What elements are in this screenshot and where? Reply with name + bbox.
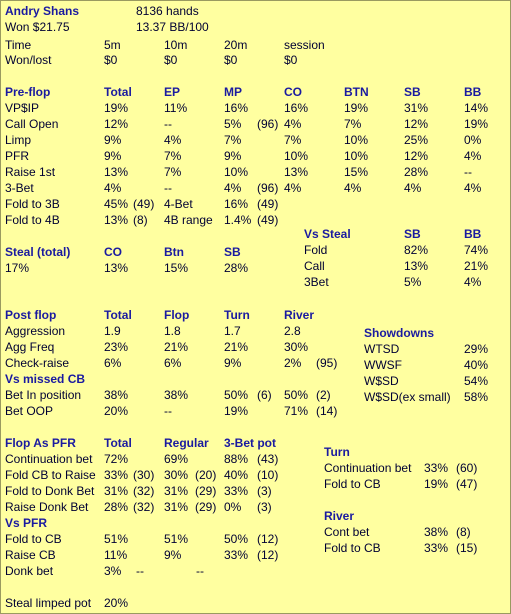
river-sample: (8) [456,525,471,539]
preflop-label: Call Open [5,117,59,131]
preflop-col-total: Total [104,85,132,99]
vs-missed-cb-flop: 38% [164,388,189,402]
vs-steal-label: Call [304,259,325,273]
preflop-btn: 7% [344,117,362,131]
preflop-sb: 12% [404,117,429,131]
flop-as-pfr-regular-sample: (29) [195,500,217,514]
postflop-flop: 1.8 [164,324,181,338]
showdown-value: 58% [464,390,489,404]
vs-steal-col-sb: SB [404,227,421,241]
vs-pfr-regular: 9% [164,548,182,562]
preflop-sb: 28% [404,165,429,179]
hands-count: 8136 hands [136,4,199,18]
won-amount: Won $21.75 [5,20,70,34]
postflop-label: Check-raise [5,356,70,370]
preflop-mp: 4% [224,181,242,195]
flop-as-pfr-col-total: Total [104,436,132,450]
preflop-total: 12% [104,117,129,131]
vs-pfr-3bet: 33% [224,548,249,562]
vs-pfr-total: 51% [104,532,129,546]
vs-pfr-regular: -- [136,564,144,578]
vs-pfr-3bet-sample: (12) [257,548,279,562]
flop-as-pfr-col-regular: Regular [164,436,209,450]
preflop-btn: 19% [344,101,369,115]
steal-btn-value: 15% [164,261,189,275]
postflop-col-flop: Flop [164,308,190,322]
preflop-ep: -- [164,181,172,195]
wonlost-20m: $0 [224,53,238,67]
river-sample: (15) [456,541,478,555]
wonlost-5m: $0 [104,53,118,67]
fourbet-sample: (49) [257,197,279,211]
preflop-sb: 4% [404,181,422,195]
time-session: session [284,38,325,52]
postflop-label: Aggression [5,324,66,338]
flop-as-pfr-3bet: 88% [224,452,249,466]
preflop-btn: 10% [344,149,369,163]
turn-sample: (60) [456,461,478,475]
vs-steal-sb: 82% [404,243,429,257]
flop-as-pfr-regular: 30% [164,468,189,482]
preflop-co: 10% [284,149,309,163]
showdowns-header: Showdowns [364,326,434,340]
preflop-total: 19% [104,101,129,115]
preflop-col-co: CO [284,85,302,99]
flop-as-pfr-3bet-sample: (3) [257,484,272,498]
time-10m: 10m [164,38,188,52]
wonlost-10m: $0 [164,53,178,67]
showdown-label: W$SD [364,374,399,388]
showdown-label: WWSF [364,358,402,372]
preflop-label: 3-Bet [5,181,34,195]
flop-as-pfr-3bet: 0% [224,500,242,514]
steal-col-btn: Btn [164,245,184,259]
showdown-label: WTSD [364,342,400,356]
river-value: 33% [424,541,449,555]
flop-as-pfr-regular-sample: (20) [195,468,217,482]
showdown-value: 40% [464,358,489,372]
vs-missed-cb-header: Vs missed CB [5,372,86,386]
postflop-col-river: River [284,308,315,322]
turn-value: 19% [424,477,449,491]
preflop-bb: -- [464,165,472,179]
preflop-total: 13% [104,165,129,179]
preflop-btn: 10% [344,133,369,147]
preflop-ep: -- [164,117,172,131]
flop-as-pfr-3bet-sample: (10) [257,468,279,482]
preflop-bb: 4% [464,181,482,195]
flop-as-pfr-total-sample: (32) [133,484,155,498]
river-label: Fold to CB [324,541,381,555]
postflop-total: 23% [104,340,129,354]
player-name: Andry Shans [5,4,80,18]
steal-co-value: 13% [104,261,129,275]
preflop-mp: 10% [224,165,249,179]
vs-steal-sb: 13% [404,259,429,273]
vs-missed-cb-turn: 19% [224,404,249,418]
vs-pfr-label: Raise CB [5,548,56,562]
flop-as-pfr-label: Fold to Donk Bet [5,484,95,498]
flop-as-pfr-col-3bet: 3-Bet pot [224,436,276,450]
preflop-bb: 0% [464,133,482,147]
time-label: Time [5,38,32,52]
flop-as-pfr-label: Continuation bet [5,452,93,466]
preflop-mp-sample: (96) [257,181,279,195]
preflop-co: 4% [284,181,302,195]
vs-pfr-3bet-sample: (12) [257,532,279,546]
vs-pfr-total: 3% [104,564,122,578]
postflop-col-total: Total [104,308,132,322]
vs-pfr-header: Vs PFR [5,516,48,530]
fourbet-range-label: 4B range [164,213,213,227]
vs-pfr-regular: 51% [164,532,189,546]
preflop-sb: 31% [404,101,429,115]
preflop-total: 4% [104,181,122,195]
turn-header: Turn [324,445,350,459]
postflop-label: Agg Freq [5,340,55,354]
vs-missed-cb-flop: -- [164,404,172,418]
fold-3b-label: Fold to 3B [5,197,60,211]
bb-per-100: 13.37 BB/100 [136,20,209,34]
preflop-btn: 15% [344,165,369,179]
vs-missed-cb-river: 71% [284,404,309,418]
preflop-mp: 16% [224,101,249,115]
preflop-bb: 19% [464,117,489,131]
preflop-ep: 4% [164,133,182,147]
postflop-col-turn: Turn [224,308,250,322]
preflop-co: 13% [284,165,309,179]
vs-missed-cb-total: 20% [104,404,129,418]
preflop-col-mp: MP [224,85,242,99]
preflop-total: 9% [104,149,122,163]
preflop-total: 9% [104,133,122,147]
fold-4b-value: 13% [104,213,129,227]
flop-as-pfr-3bet-sample: (3) [257,500,272,514]
fold-3b-sample: (49) [133,197,155,211]
flop-as-pfr-regular: 69% [164,452,189,466]
flop-as-pfr-regular-sample: (29) [195,484,217,498]
vs-steal-header: Vs Steal [304,227,351,241]
postflop-river: 2% [284,356,302,370]
preflop-btn: 4% [344,181,362,195]
preflop-col-ep: EP [164,85,181,99]
postflop-flop: 6% [164,356,182,370]
flop-as-pfr-regular: 31% [164,500,189,514]
vs-steal-label: Fold [304,243,328,257]
steal-total-value: 17% [5,261,30,275]
turn-value: 33% [424,461,449,475]
preflop-ep: 7% [164,165,182,179]
flop-as-pfr-total: 33% [104,468,129,482]
postflop-turn: 9% [224,356,242,370]
postflop-flop: 21% [164,340,189,354]
preflop-bb: 14% [464,101,489,115]
flop-as-pfr-total-sample: (30) [133,468,155,482]
vs-steal-label: 3Bet [304,275,329,289]
vs-steal-bb: 74% [464,243,489,257]
postflop-total: 1.9 [104,324,121,338]
flop-as-pfr-3bet-sample: (43) [257,452,279,466]
turn-label: Fold to CB [324,477,381,491]
fourbet-value: 16% [224,197,249,211]
preflop-header: Pre-flop [5,85,51,99]
flop-as-pfr-label: Raise Donk Bet [5,500,89,514]
fold-3b-value: 45% [104,197,129,211]
vs-missed-cb-label: Bet OOP [5,404,54,418]
postflop-river: 30% [284,340,309,354]
wonlost-session: $0 [284,53,298,67]
steal-limped-value: 20% [104,596,129,610]
flop-as-pfr-header: Flop As PFR [5,436,76,450]
preflop-mp: 9% [224,149,242,163]
vs-missed-cb-label: Bet In position [5,388,82,402]
fold-4b-label: Fold to 4B [5,213,60,227]
turn-sample: (47) [456,477,478,491]
postflop-turn: 1.7 [224,324,241,338]
vs-steal-sb: 5% [404,275,422,289]
postflop-turn: 21% [224,340,249,354]
preflop-col-bb: BB [464,85,482,99]
flop-as-pfr-total: 28% [104,500,129,514]
vs-missed-cb-river-sample: (2) [316,388,331,402]
vs-missed-cb-river-sample: (14) [316,404,338,418]
vs-pfr-label: Donk bet [5,564,54,578]
vs-pfr-label: Fold to CB [5,532,62,546]
preflop-label: Raise 1st [5,165,56,179]
vs-steal-bb: 21% [464,259,489,273]
time-5m: 5m [104,38,121,52]
showdown-value: 54% [464,374,489,388]
preflop-co: 16% [284,101,309,115]
postflop-sample: (95) [316,356,338,370]
flop-as-pfr-regular: 31% [164,484,189,498]
flop-as-pfr-total-sample: (32) [133,500,155,514]
vs-missed-cb-turn: 50% [224,388,249,402]
flop-as-pfr-total: 72% [104,452,129,466]
preflop-mp: 5% [224,117,242,131]
fold-4b-sample: (8) [133,213,148,227]
preflop-sb: 25% [404,133,429,147]
preflop-mp-sample: (96) [257,117,279,131]
preflop-ep: 11% [164,101,188,115]
steal-sb-value: 28% [224,261,249,275]
postflop-header: Post flop [5,308,57,322]
flop-as-pfr-total: 31% [104,484,129,498]
vs-missed-cb-river: 50% [284,388,309,402]
postflop-total: 6% [104,356,122,370]
flop-as-pfr-label: Fold CB to Raise [5,468,96,482]
vs-steal-col-bb: BB [464,227,482,241]
preflop-label: Limp [5,133,32,147]
steal-col-sb: SB [224,245,241,259]
vs-missed-cb-total: 38% [104,388,129,402]
vs-steal-bb: 4% [464,275,482,289]
preflop-col-sb: SB [404,85,421,99]
preflop-co: 7% [284,133,302,147]
river-header: River [324,509,355,523]
preflop-col-btn: BTN [344,85,369,99]
turn-label: Continuation bet [324,461,412,475]
flop-as-pfr-3bet: 40% [224,468,249,482]
steal-header: Steal (total) [5,245,71,259]
steal-limped-label: Steal limped pot [5,596,92,610]
vs-pfr-3bet: 50% [224,532,249,546]
fourbet-label: 4-Bet [164,197,193,211]
preflop-label: VP$IP [5,101,40,115]
river-label: Cont bet [324,525,370,539]
preflop-sb: 12% [404,149,429,163]
preflop-ep: 7% [164,149,182,163]
flop-as-pfr-3bet: 33% [224,484,249,498]
preflop-mp: 7% [224,133,242,147]
vs-pfr-total: 11% [104,548,128,562]
wonlost-label: Won/lost [5,53,52,67]
vs-pfr-3bet: -- [196,564,204,578]
river-value: 38% [424,525,449,539]
time-20m: 20m [224,38,248,52]
preflop-bb: 4% [464,149,482,163]
preflop-label: PFR [5,149,29,163]
vs-missed-cb-turn-sample: (6) [257,388,272,402]
steal-col-co: CO [104,245,122,259]
fourbet-range-value: 1.4% [224,213,252,227]
showdown-value: 29% [464,342,489,356]
fourbet-range-sample: (49) [257,213,279,227]
preflop-co: 4% [284,117,302,131]
postflop-river: 2.8 [284,324,301,338]
showdown-label: W$SD(ex small) [364,390,451,404]
